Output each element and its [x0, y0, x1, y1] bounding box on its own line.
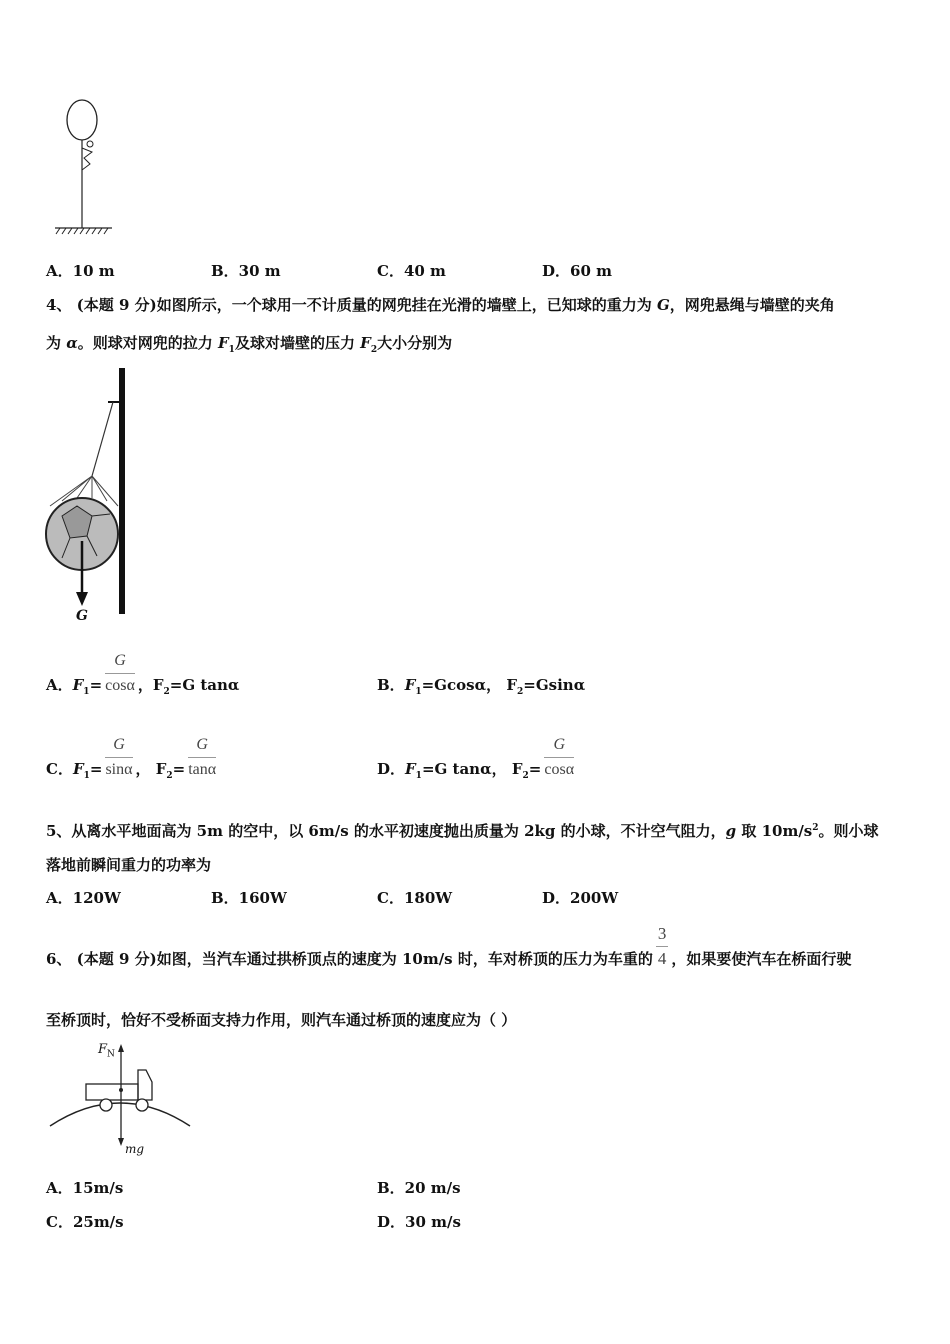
sub: 1	[415, 687, 422, 697]
q4-line1	[46, 295, 835, 315]
text: 。则小球	[818, 822, 879, 840]
q3-option-c[interactable]: C．40 m	[377, 262, 446, 280]
denominator: sinα	[105, 761, 133, 778]
fraction	[188, 735, 216, 780]
text: 5、从离水平地面高为 5m 的空中，以 6m/s 的水平初速度抛出质量为 2kg 的小球，不计空气阻力，	[46, 822, 726, 840]
text: =	[89, 676, 103, 694]
sub: 2	[163, 687, 170, 697]
truck-bridge-figure	[48, 1038, 198, 1158]
label: B．	[377, 676, 405, 694]
text: =	[528, 760, 542, 778]
var-f: F	[404, 676, 416, 694]
denominator: tanα	[188, 761, 217, 778]
q4-option-c[interactable]	[46, 735, 219, 786]
normal-force-label	[98, 1040, 115, 1065]
q5-option-c[interactable]: C．180W	[377, 889, 453, 907]
text: =Gsinα	[523, 676, 586, 694]
text: =	[172, 760, 186, 778]
fraction	[544, 735, 574, 780]
text: 4、 (本题 9 分)如图所示，一个球用一不计质量的网兜挂在光滑的墙壁上，已知球的重力为	[46, 296, 657, 314]
q5-line2: 落地前瞬间重力的功率为	[46, 856, 212, 874]
text: 大小分别为	[377, 334, 453, 352]
figure-label-g: G	[76, 608, 88, 624]
numerator: 3	[656, 924, 669, 947]
numerator: G	[544, 735, 574, 758]
numerator: G	[188, 735, 216, 758]
label: D．	[377, 760, 406, 778]
denominator: cosα	[544, 761, 575, 778]
var-f: F	[405, 760, 416, 778]
q5-option-d[interactable]: D．200W	[542, 889, 619, 907]
var-g: g	[725, 822, 737, 840]
text: =	[89, 760, 103, 778]
q6-option-a[interactable]: A．15m/s	[46, 1179, 124, 1197]
q6-line1	[46, 924, 851, 969]
q3-option-a[interactable]: A．10 m	[46, 262, 115, 280]
text: =Gcosα， F	[421, 676, 517, 694]
sup: 2	[812, 823, 819, 833]
text: 为	[46, 334, 67, 352]
q4-line2	[46, 333, 452, 360]
fraction	[105, 651, 135, 696]
sub: 2	[370, 345, 378, 355]
text: 。则球对网兜的拉力	[77, 334, 219, 352]
sub: 2	[166, 771, 173, 781]
var-f: F	[360, 334, 371, 352]
text: =G tanα， F	[421, 760, 523, 778]
sub: 1	[83, 771, 90, 781]
q4-option-b[interactable]	[377, 675, 585, 702]
ball-net-figure	[42, 366, 137, 628]
sub: 1	[83, 687, 90, 697]
balloon-figure	[50, 98, 120, 238]
var-alpha: α	[66, 334, 78, 352]
q6-line1-a: 6、 (本题 9 分)如图，当汽车通过拱桥顶点的速度为 10m/s 时，车对桥顶的压力为车重的	[46, 950, 653, 968]
text: ，F	[137, 676, 164, 694]
text: ， F	[135, 760, 167, 778]
text: ，网兜悬绳与墙壁的夹角	[669, 296, 835, 314]
text: 取 10m/s	[736, 822, 813, 840]
denominator: 4	[657, 949, 667, 968]
var-f: F	[218, 334, 229, 352]
numerator: G	[105, 651, 135, 674]
q6-option-d[interactable]: D．30 m/s	[377, 1213, 461, 1231]
q5-option-a[interactable]: A．120W	[46, 889, 121, 907]
var-g: G	[656, 296, 670, 314]
q6-option-b[interactable]: B．20 m/s	[377, 1179, 461, 1197]
fraction	[105, 735, 132, 780]
gravity-label: mg	[125, 1142, 145, 1156]
label: C．	[46, 760, 73, 778]
label: A．	[46, 676, 73, 694]
denominator: cosα	[105, 677, 135, 694]
sub: 1	[228, 345, 235, 355]
q3-option-b[interactable]: B．30 m	[211, 262, 281, 280]
text: =G tanα	[169, 676, 240, 694]
sub: N	[107, 1049, 115, 1060]
numerator: G	[105, 735, 132, 758]
sub: 2	[522, 771, 529, 781]
q5-option-b[interactable]: B．160W	[211, 889, 287, 907]
fraction-three-quarters	[656, 924, 669, 969]
sub: 1	[415, 771, 422, 781]
q4-option-d[interactable]	[377, 735, 577, 786]
q3-option-d[interactable]: D．60 m	[542, 262, 612, 280]
sub: 2	[517, 687, 524, 697]
q4-option-a[interactable]	[46, 651, 239, 702]
text: F	[98, 1042, 108, 1057]
var-f: F	[72, 676, 84, 694]
var-f: F	[72, 760, 84, 778]
text: 及球对墙壁的压力	[234, 334, 361, 352]
q6-line1-b: ，如果要使汽车在桥面行驶	[671, 950, 852, 968]
q6-line2: 至桥顶时，恰好不受桥面支持力作用，则汽车通过桥顶的速度应为（ ）	[46, 1011, 517, 1029]
q5-line1	[46, 818, 879, 841]
q6-option-c[interactable]: C．25m/s	[46, 1213, 124, 1231]
